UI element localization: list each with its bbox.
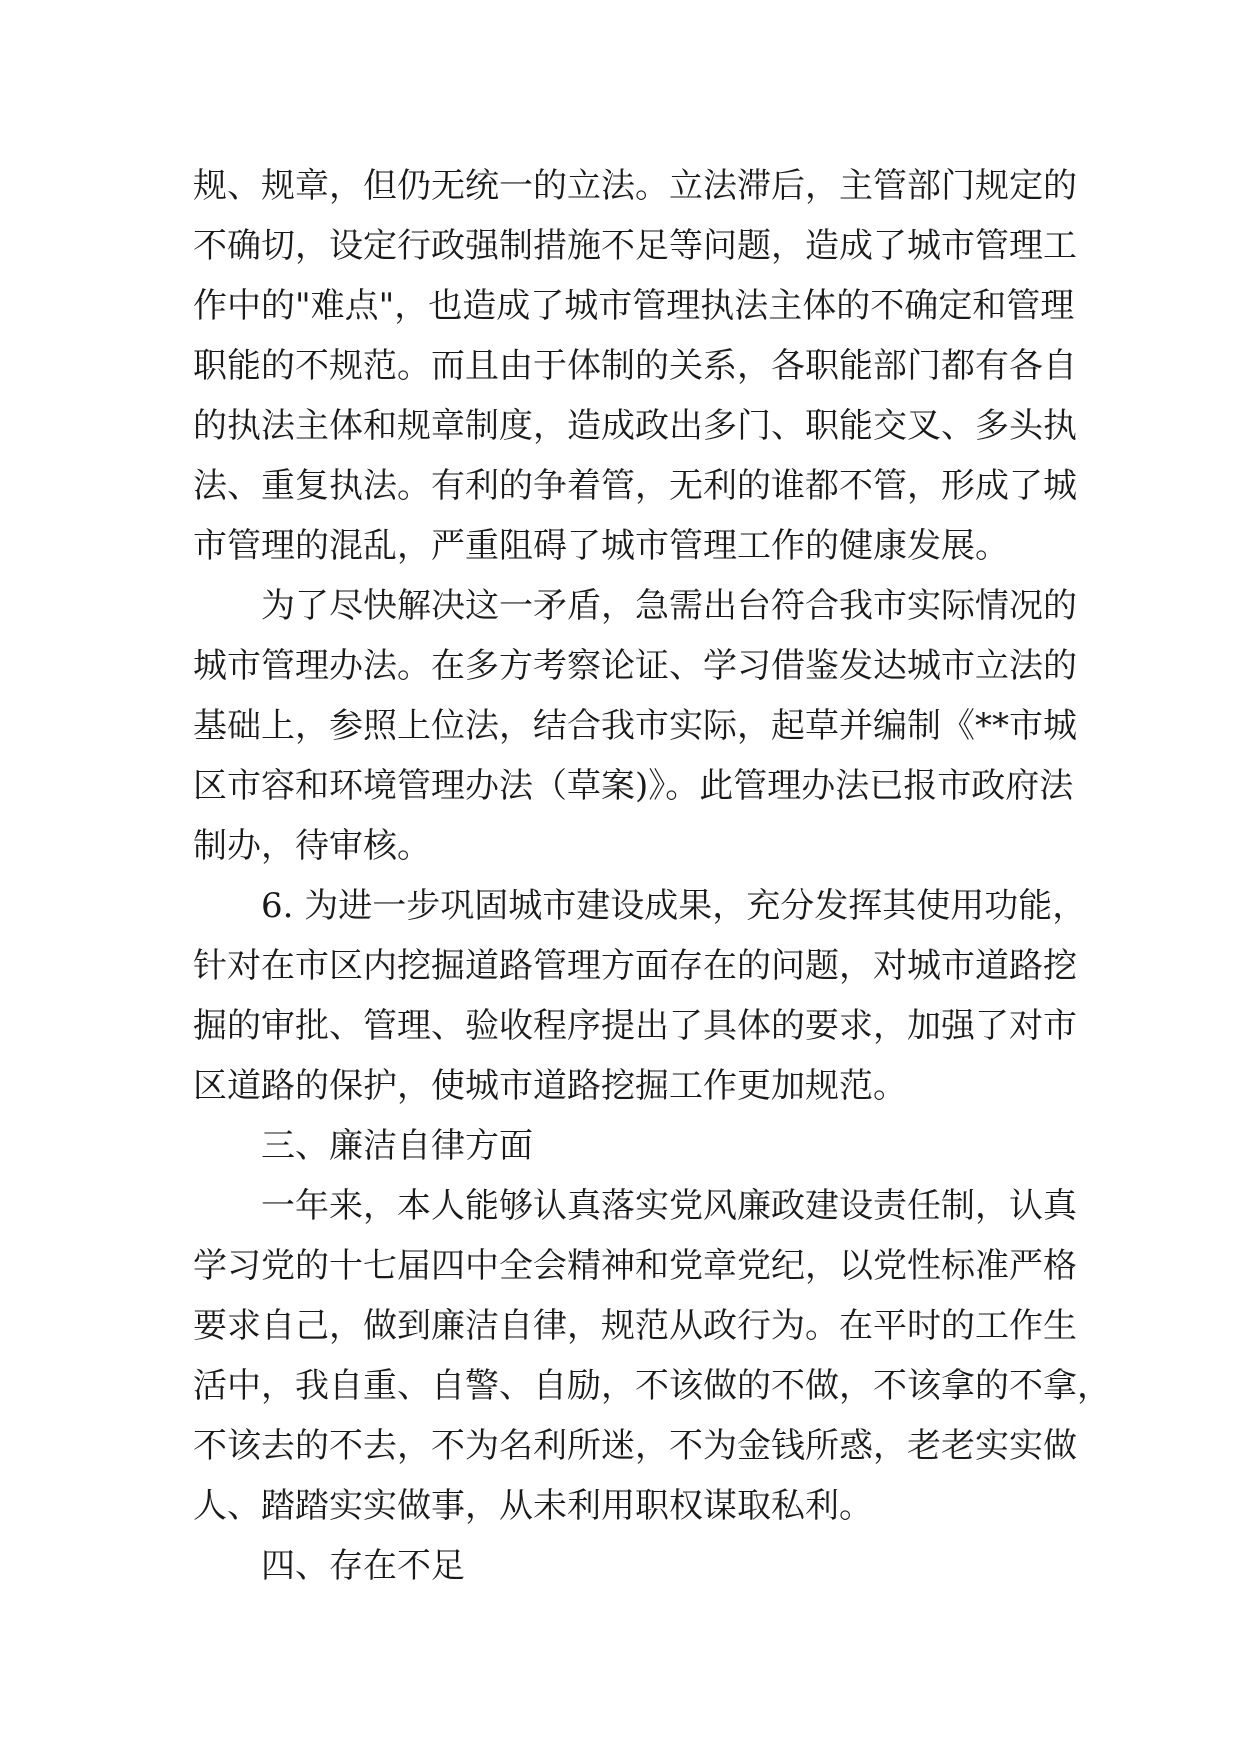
section-heading: 三、廉洁自律方面 xyxy=(261,1126,533,1166)
text-line: 职能的不规范。而且由于体制的关系，各职能部门都有各自 xyxy=(193,346,1077,386)
text-line: 区道路的保护，使城市道路挖掘工作更加规范。 xyxy=(193,1066,907,1106)
text-line: 不确切，设定行政强制措施不足等问题，造成了城市管理工 xyxy=(193,226,1077,266)
text-line: 为了尽快解决这一矛盾，急需出台符合我市实际情况的 xyxy=(261,586,1077,626)
text-line: 基础上，参照上位法，结合我市实际，起草并编制《**市城 xyxy=(193,706,1077,746)
text-line: 活中，我自重、自警、自励，不该做的不做，不该拿的不拿， xyxy=(193,1366,1111,1406)
text-line: 掘的审批、管理、验收程序提出了具体的要求，加强了对市 xyxy=(193,1006,1077,1046)
text-line: 区市容和环境管理办法（草案)》。此管理办法已报市政府法 xyxy=(193,766,1074,806)
text-line: 人、踏踏实实做事，从未利用职权谋取私利。 xyxy=(193,1486,873,1526)
text-line: 的执法主体和规章制度，造成政出多门、职能交叉、多头执 xyxy=(193,406,1077,446)
text-line: 法、重复执法。有利的争着管，无利的谁都不管，形成了城 xyxy=(193,466,1077,506)
text-line: 规、规章，但仍无统一的立法。立法滞后，主管部门规定的 xyxy=(193,166,1077,206)
text-line: 一年来，本人能够认真落实党风廉政建设责任制，认真 xyxy=(261,1186,1077,1226)
text-line: 针对在市区内挖掘道路管理方面存在的问题，对城市道路挖 xyxy=(193,946,1077,986)
section-heading: 四、存在不足 xyxy=(261,1546,465,1586)
text-line: 不该去的不去，不为名利所迷，不为金钱所惑，老老实实做 xyxy=(193,1426,1077,1466)
text-line: 市管理的混乱，严重阻碍了城市管理工作的健康发展。 xyxy=(193,526,1009,566)
text-line: 作中的"难点"，也造成了城市管理执法主体的不确定和管理 xyxy=(193,286,1075,326)
text-line: 学习党的十七届四中全会精神和党章党纪，以党性标准严格 xyxy=(193,1246,1077,1286)
text-line: 6. 为进一步巩固城市建设成果，充分发挥其使用功能， xyxy=(261,886,1087,926)
text-line: 城市管理办法。在多方考察论证、学习借鉴发达城市立法的 xyxy=(193,646,1077,686)
document-body xyxy=(193,156,1111,1596)
text-line: 制办，待审核。 xyxy=(193,826,431,866)
text-line: 要求自己，做到廉洁自律，规范从政行为。在平时的工作生 xyxy=(193,1306,1077,1346)
